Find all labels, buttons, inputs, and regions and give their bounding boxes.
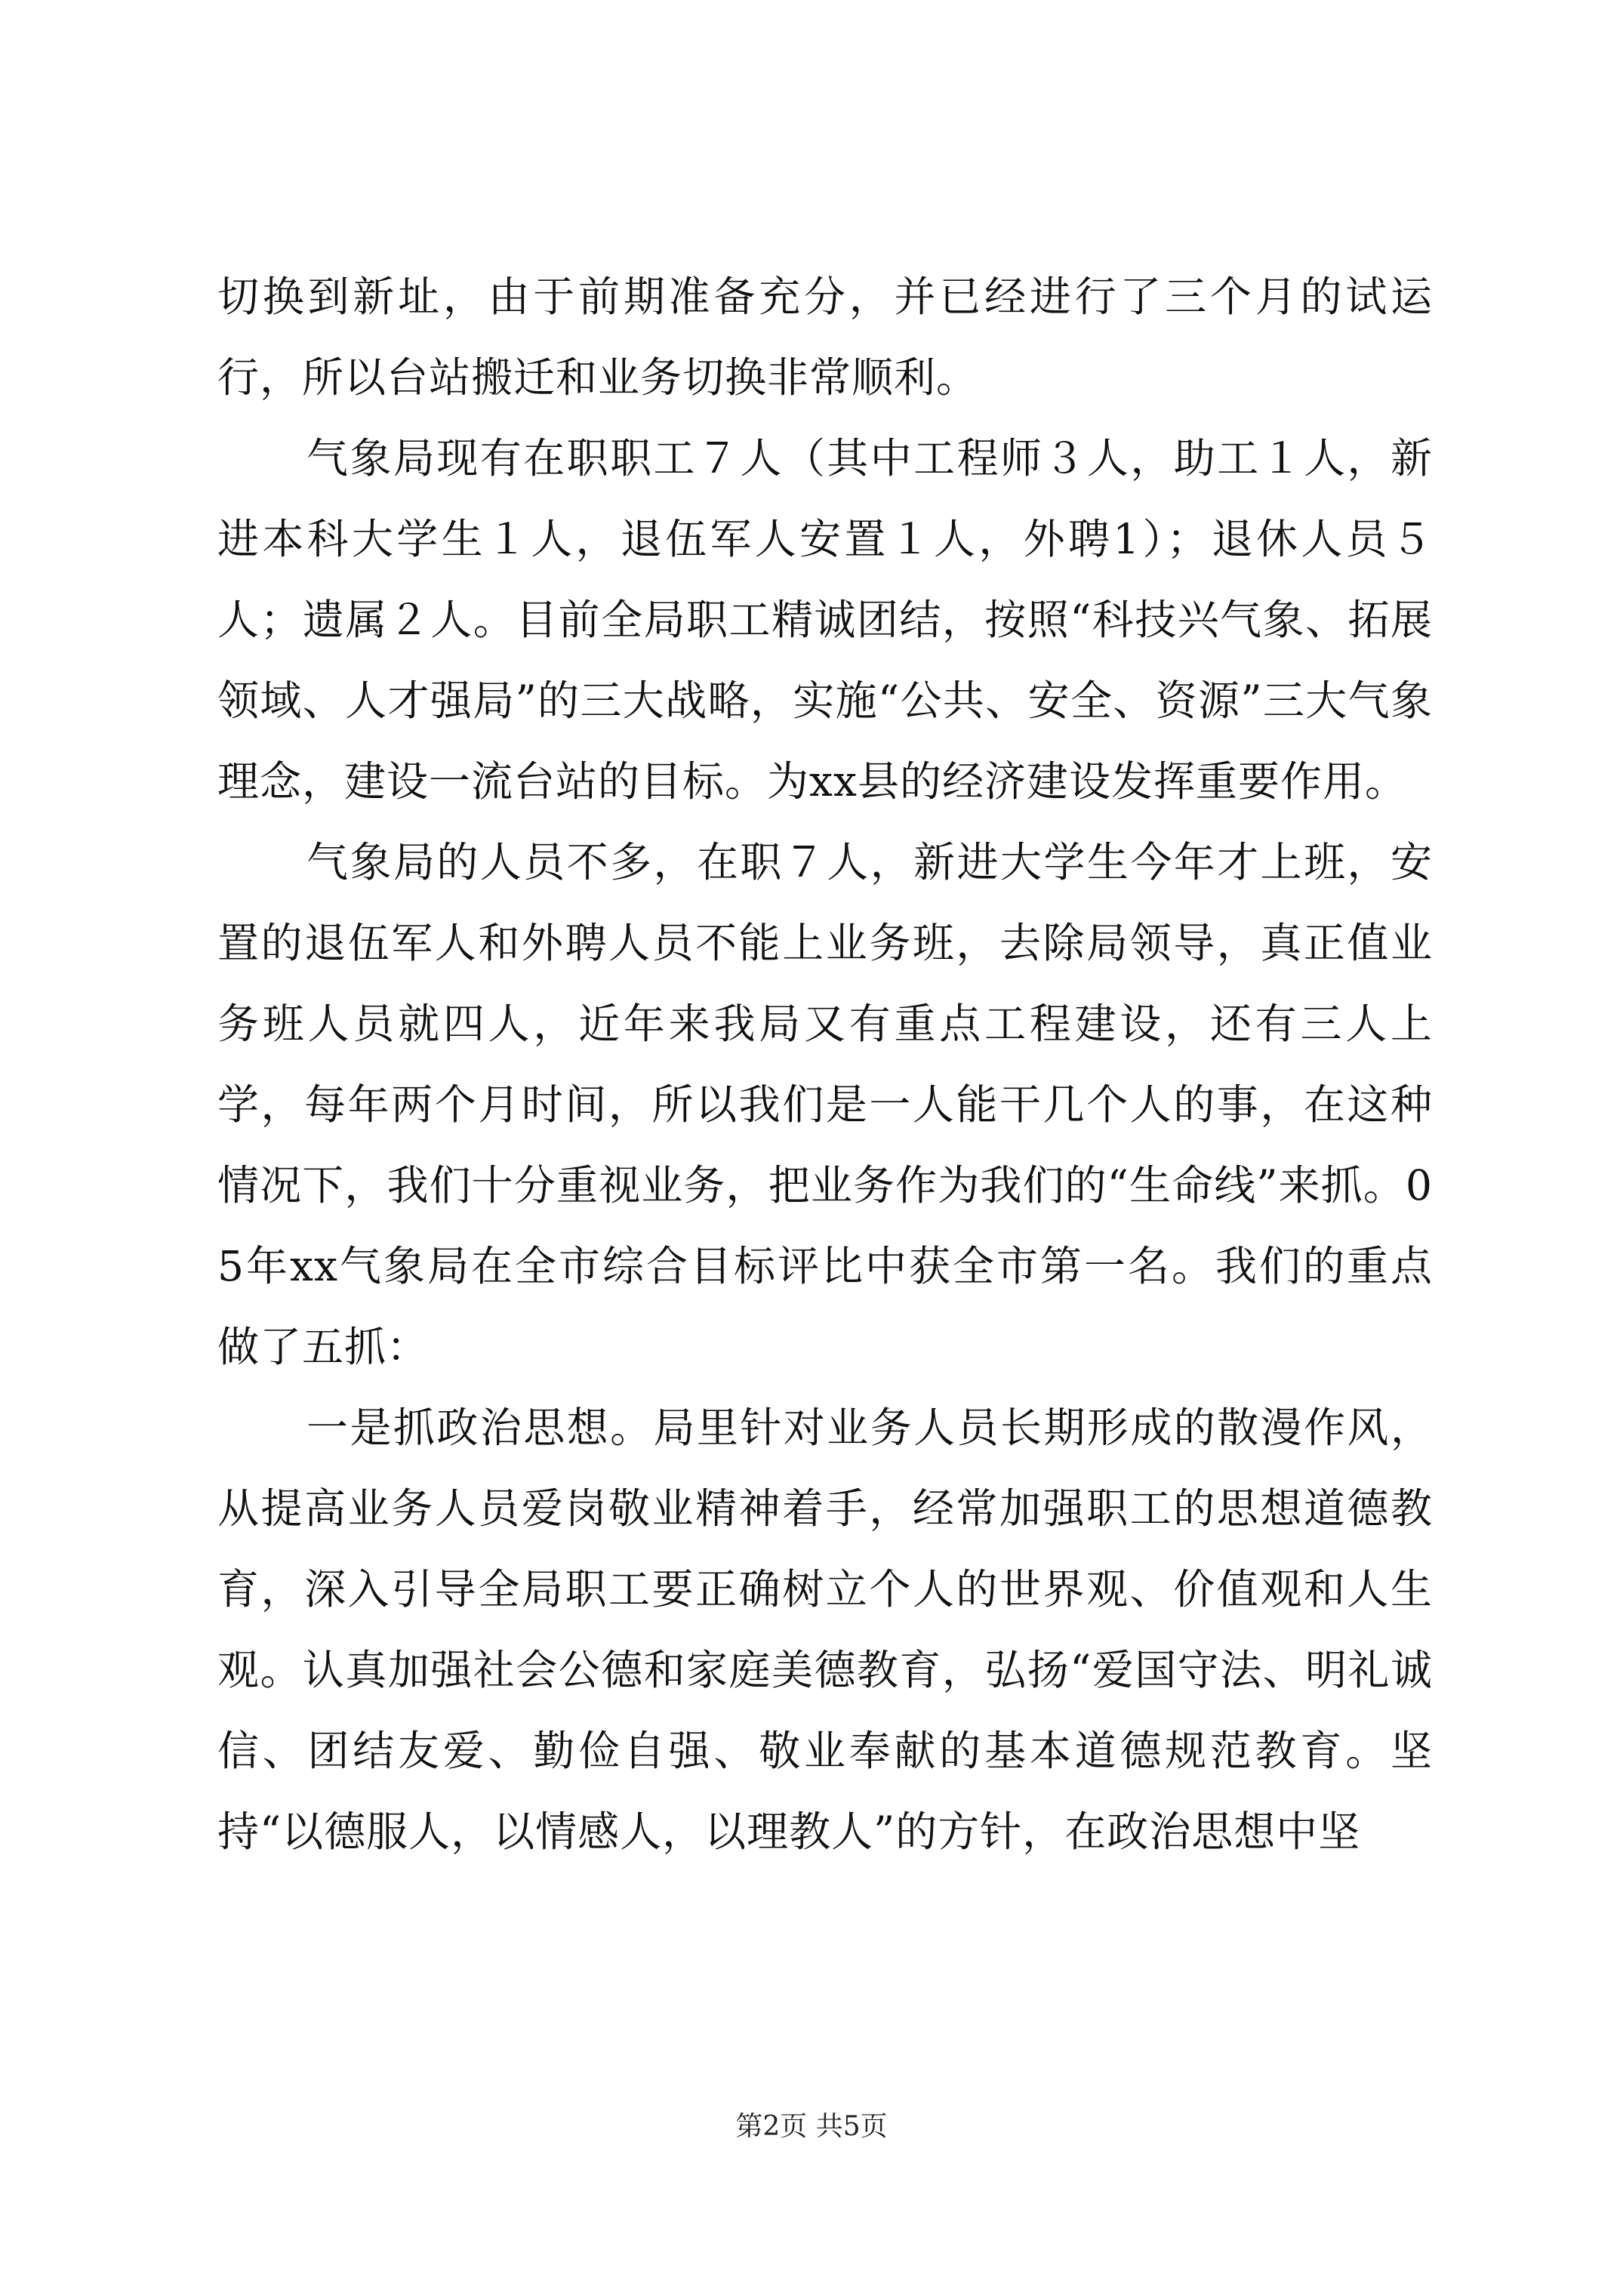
document-body [217, 257, 1433, 1872]
paragraph-1: 切换到新址，由于前期准备充分，并已经进行了三个月的试运行，所以台站搬迁和业务切换非常顺利。 [217, 273, 1433, 402]
paragraph-3: 气象局的人员不多，在职７人，新进大学生今年才上班，安置的退伍军人和外聘人员不能上业务班，去除局领导，真正值业务班人员就四人，近年来我局又有重点工程建设，还有三人上学，每年两个月时间，所以我们是一人能干几个人的事，在这种情况下，我们十分重视业务，把业务作为我们的“生命线”来抓。05年xx气象局在全市综合目标评比中获全市第一名。我们的重点做了五抓： [217, 838, 1433, 1371]
paragraph-2: 气象局现有在职职工７人（其中工程师３人，助工１人，新进本科大学生１人，退伍军人安置１人，外聘1）；退休人员５人；遗属２人。目前全局职工精诚团结，按照“科技兴气象、拓展领域、人才强局”的三大战略，实施“公共、安全、资源”三大气象理念，建设一流台站的目标。为xx县的经济建设发挥重要作用。 [217, 434, 1433, 806]
page-footer [0, 2108, 1623, 2146]
page-number-label: 第2页 共5页 [735, 2111, 888, 2142]
paragraph-4: 一是抓政治思想。局里针对业务人员长期形成的散漫作风，从提高业务人员爱岗敬业精神着手，经常加强职工的思想道德教育，深入引导全局职工要正确树立个人的世界观、价值观和人生观。认真加强社会公德和家庭美德教育，弘扬“爱国守法、明礼诚信、团结友爱、勤俭自强、敬业奉献的基本道德规范教育。坚持“以德服人，以情感人，以理教人”的方针，在政治思想中坚 [217, 1404, 1433, 1856]
